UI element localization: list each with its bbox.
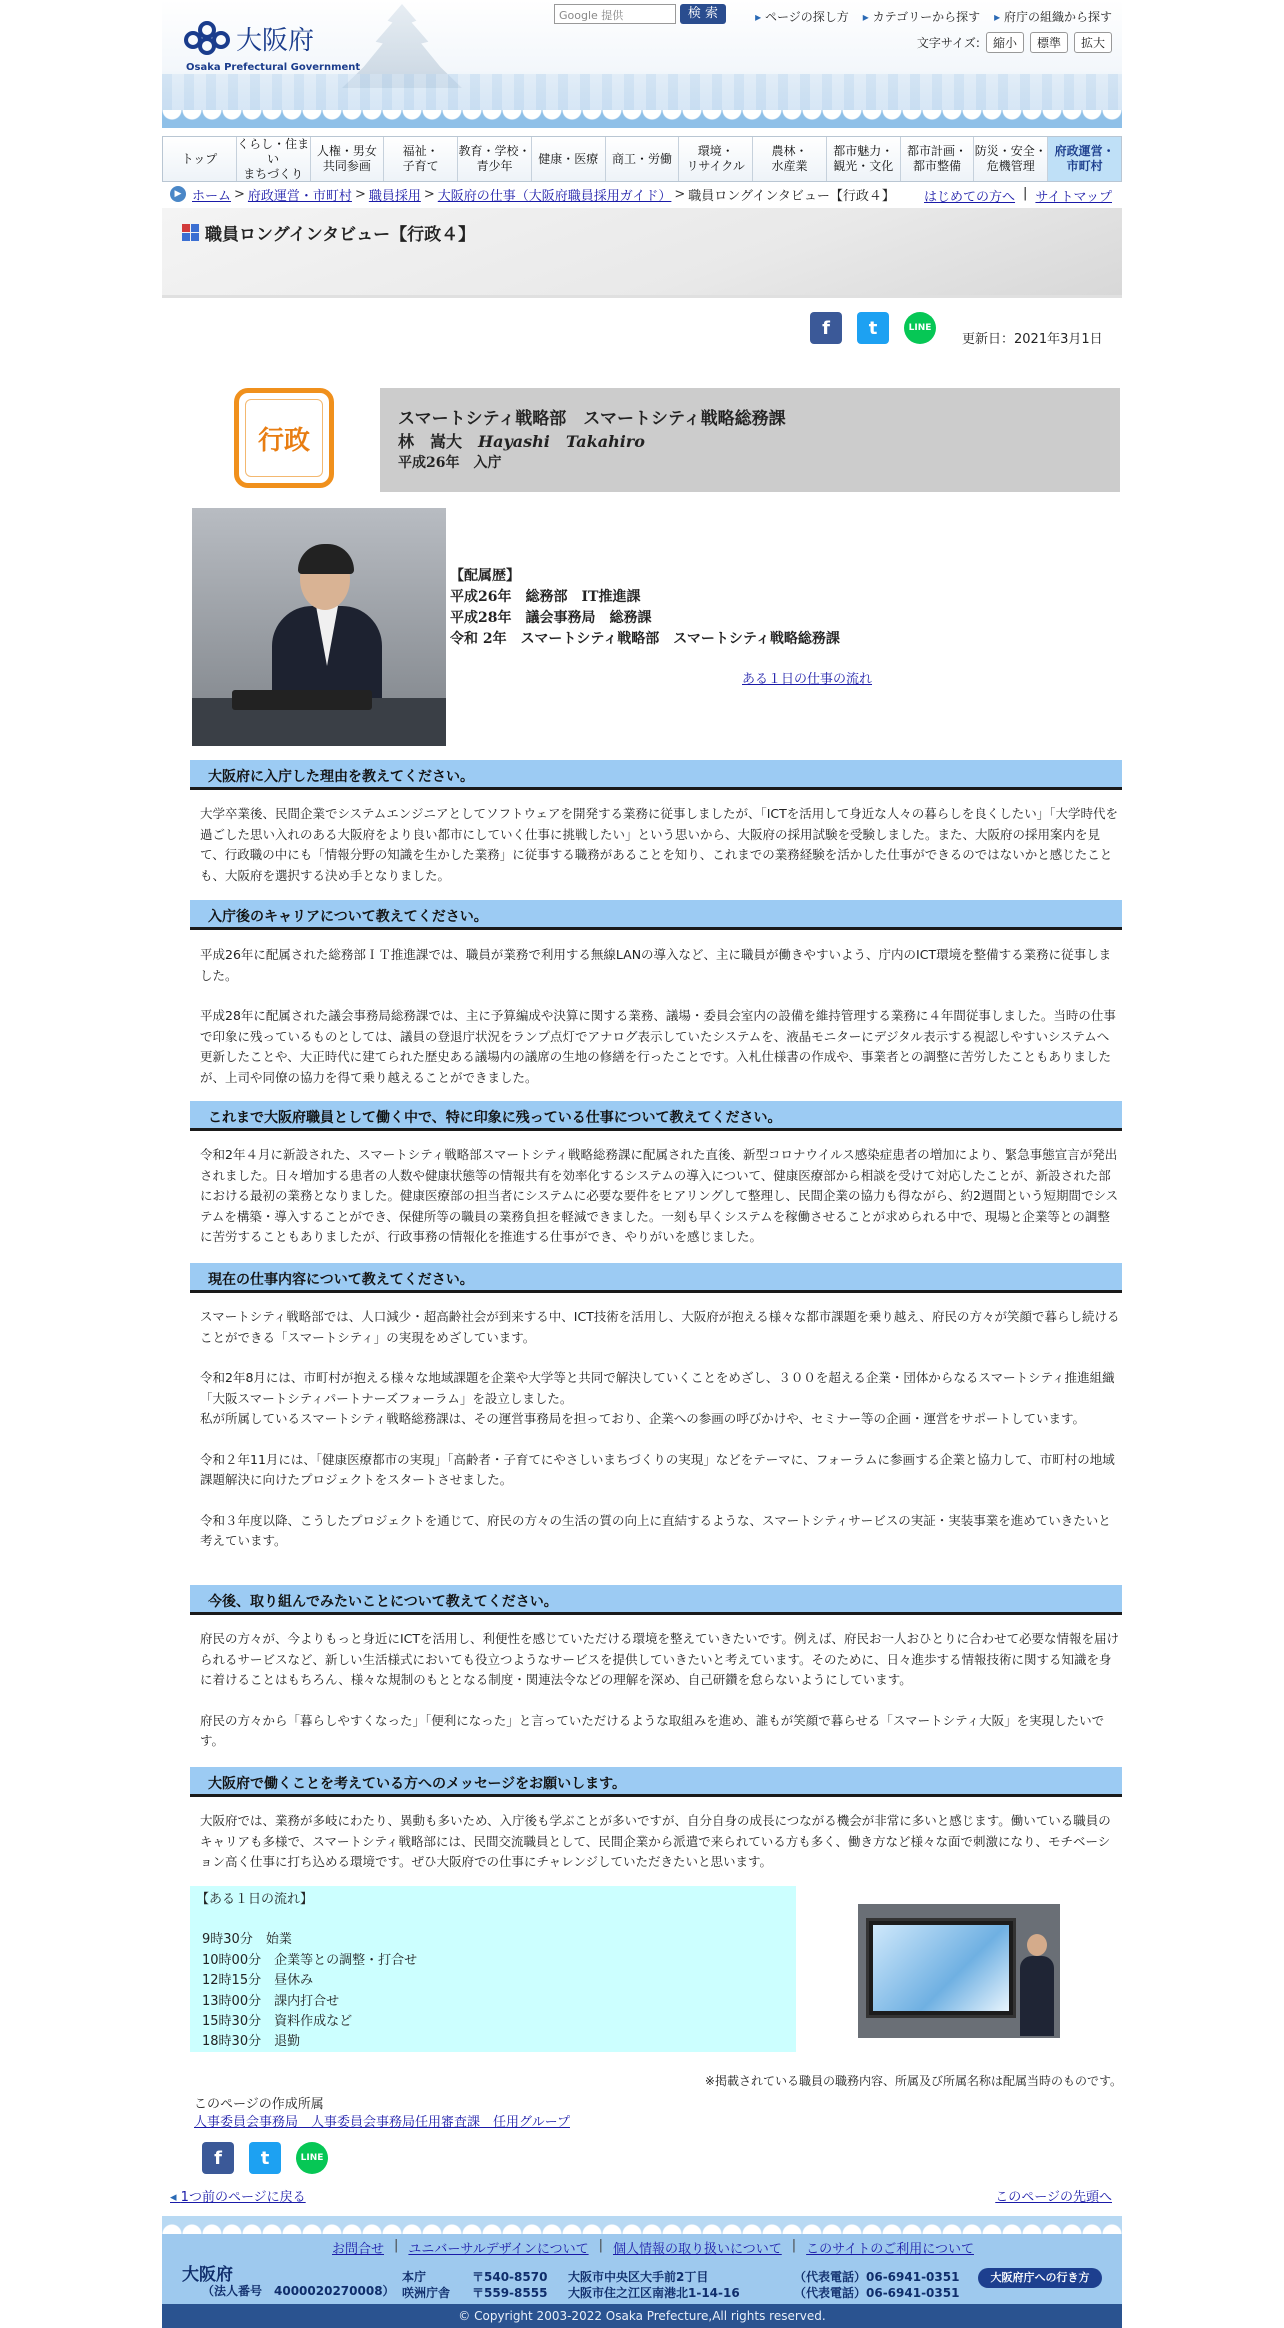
- profile-join-year: 平成26年 入庁: [398, 455, 502, 471]
- job-category-badge: [234, 388, 334, 488]
- question-heading: 入庁後のキャリアについて教えてください。: [190, 900, 1122, 930]
- breadcrumb-guide[interactable]: 大阪府の仕事（大阪府職員採用ガイド）: [437, 188, 672, 204]
- schedule-title: 【ある１日の流れ】: [196, 1892, 314, 1907]
- nav-disaster[interactable]: 防災・安全・ 危機管理: [974, 137, 1048, 181]
- meeting-photo: [858, 1904, 1060, 2038]
- profile-box: [380, 388, 1120, 492]
- title-squares-icon: [182, 224, 199, 241]
- staff-photo: [192, 508, 446, 746]
- sitemap-link[interactable]: サイトマップ: [1035, 190, 1112, 205]
- osaka-emblem-icon: [184, 21, 232, 57]
- answer-text: 大阪府では、業務が多岐にわたり、異動も多いため、入庁後も学ぶことが多いですが、自分自身の成長につながる機会が非常に多いと感じます。働いている職員のキャリアも多様で、スマートシティ戦略部には、民間交流職員として、民間企業から派遣で来られている方も多く、働き方など様々な面で刺激になり、モチベーション高く仕事に打ち込める環境です。ぜひ大阪府での仕事にチャレンジしていただきたいと思います。: [200, 1813, 1111, 1869]
- question-heading: 大阪府に入庁した理由を教えてください。: [190, 760, 1122, 790]
- answer-text: スマートシティ戦略部では、人口減少・超高齢社会が到来する中、ICT技術を活用し、大阪府が抱える様々な都市課題を乗り越え、府民の方々が笑顔で暮らし続けることができる「スマートシティ」の実現をめざしています。 令和2年8月には、市町村が抱える様々な地域課題を企業や大学等と共同で解決していくことをめざし、３００を超える企業・団体からなるスマートシティ推進組織「大阪スマートシティパートナーズフォーラム」を設立しました。 私が所属しているスマートシティ戦略総務課は、その運営事務局を担っており、企業への参画の呼びかけや、セミナー等の企画・運営をサポートしています。 令和２年11月には、「健康医療都市の実現」「高齢者・子育てにやさしいまちづくりの実現」などをテーマに、フォーラムに参画する企業と協力して、市町村の地域課題解決に向けたプロジェクトをスタートさせました。 令和３年度以降、こうしたプロジェクトを通じて、府民の方々の生活の質の向上に直結するような、スマートシティサービスの実証・実装事業を進めていきたいと考えています。: [200, 1309, 1120, 1548]
- access-button[interactable]: 大阪府庁への行き方: [978, 2268, 1102, 2288]
- nav-health[interactable]: 健康・医療: [532, 137, 606, 181]
- schedule-row: 10時00分 企業等との調整・打合せ: [202, 1952, 418, 1968]
- footer-address-main: 本庁 〒540-8570 大阪市中央区大手前2丁目 （代表電話）06-6941-0351: [402, 2270, 960, 2284]
- profile-name: 林 嵩大: [398, 432, 463, 451]
- author-label: このページの作成所属: [194, 2097, 324, 2112]
- search-button[interactable]: 検 索: [680, 4, 726, 24]
- page-title-heading: [182, 220, 475, 245]
- question-heading: 大阪府で働くことを考えている方へのメッセージをお願いします。: [190, 1767, 1122, 1797]
- profile-name-row: [398, 429, 1102, 452]
- link-by-category[interactable]: ▸ カテゴリーから探す: [863, 8, 980, 25]
- question-heading: 今後、取り組んでみたいことについて教えてください。: [190, 1585, 1122, 1615]
- home-icon: ▶: [170, 186, 186, 202]
- nav-human-rights[interactable]: 人権・男女 共同参画: [311, 137, 385, 181]
- first-time-link[interactable]: はじめての方へ: [924, 190, 1016, 205]
- nav-living[interactable]: くらし・住まい まちづくり: [237, 136, 310, 181]
- font-size-controls: [917, 32, 1112, 53]
- nav-welfare[interactable]: 福祉・ 子育て: [384, 137, 458, 181]
- footer-ud-link[interactable]: ユニバーサルデザインについて: [408, 2242, 589, 2257]
- schedule-row: 15時30分 資料作成など: [202, 2014, 353, 2030]
- career-item: 令和 2年 スマートシティ戦略部 スマートシティ戦略総務課: [450, 631, 840, 647]
- wave-decoration: [162, 2216, 1122, 2234]
- footer-contact-link[interactable]: お問合せ: [332, 2242, 385, 2257]
- career-item: 平成26年 総務部 IT推進課: [450, 589, 641, 605]
- share-buttons: [810, 312, 936, 344]
- twitter-icon[interactable]: t: [249, 2142, 281, 2174]
- breadcrumb-recruitment[interactable]: 職員採用: [368, 188, 421, 204]
- back-link[interactable]: ◂ 1つ前のページに戻る: [170, 2186, 306, 2205]
- disclaimer-note: ※掲載されている職員の職務内容、所属及び所属名称は配属当時のものです。: [704, 2074, 1122, 2088]
- wave-decoration: [162, 110, 1122, 128]
- career-history: [450, 566, 840, 650]
- font-size-normal-button[interactable]: 標準: [1030, 32, 1068, 53]
- nav-tourism[interactable]: 都市魅力・ 観光・文化: [827, 137, 901, 181]
- line-icon[interactable]: LINE: [296, 2142, 328, 2174]
- footer-links: お問合せ | ユニバーサルデザインについて | 個人情報の取り扱いについて | このサイトのご利用について: [332, 2238, 974, 2257]
- nav-environment[interactable]: 環境・ リサイクル: [679, 137, 753, 181]
- site-footer: [162, 2216, 1122, 2328]
- schedule-row: 13時00分 課内打合せ: [202, 1993, 340, 2009]
- site-header: [162, 0, 1122, 128]
- search-input[interactable]: Google 提供: [554, 4, 676, 24]
- badge-label: 行政: [245, 399, 323, 477]
- share-buttons-bottom: [202, 2142, 328, 2174]
- nav-agriculture[interactable]: 農林・ 水産業: [753, 137, 827, 181]
- profile-name-roman: Hayashi Takahiro: [478, 432, 645, 451]
- logo-text: 大阪府: [236, 26, 315, 56]
- breadcrumb-administration[interactable]: 府政運営・市町村: [247, 188, 352, 204]
- nav-urban-planning[interactable]: 都市計画・ 都市整備: [901, 137, 975, 181]
- career-item: 平成28年 議会事務局 総務課: [450, 610, 652, 626]
- update-date: 更新日：2021年3月1日: [962, 332, 1103, 347]
- site-logo[interactable]: [184, 20, 314, 57]
- site-search: [554, 4, 726, 24]
- footer-privacy-link[interactable]: 個人情報の取り扱いについて: [612, 2242, 782, 2257]
- breadcrumb-home[interactable]: ホーム: [192, 188, 232, 204]
- answer-text: 大学卒業後、民間企業でシステムエンジニアとしてソフトウェアを開発する業務に従事しましたが、「ICTを活用して身近な人々の暮らしを良くしたい」「大学時代を過ごした思い入れのある大阪府をより良い都市にしていく仕事に挑戦したい」という思いから、大阪府の採用試験を受験しました。また、大阪府の採用案内を見て、行政職の中にも「情報分野の知識を生かした業務」に従事する職務があることを知り、これまでの業務経験を活かした仕事ができるのではないかと感じたことも、大阪府を選択する決め手となりました。: [200, 806, 1118, 883]
- page-top-link[interactable]: このページの先頭へ: [995, 2190, 1112, 2205]
- schedule-row: 9時30分 始業: [202, 1932, 292, 1948]
- global-nav: [162, 136, 1122, 182]
- font-size-large-button[interactable]: 拡大: [1074, 32, 1112, 53]
- profile-department: スマートシティ戦略部 スマートシティ戦略総務課: [398, 409, 786, 429]
- nav-top[interactable]: トップ: [163, 137, 237, 181]
- daily-schedule: [190, 1886, 796, 2052]
- schedule-row: 18時30分 退勤: [202, 2034, 301, 2050]
- footer-terms-link[interactable]: このサイトのご利用について: [806, 2242, 974, 2257]
- line-icon[interactable]: LINE: [904, 312, 936, 344]
- link-by-organization[interactable]: ▸ 府庁の組織から探す: [994, 8, 1112, 25]
- facebook-icon[interactable]: f: [810, 312, 842, 344]
- nav-administration[interactable]: 府政運営・ 市町村: [1048, 137, 1121, 181]
- font-size-small-button[interactable]: 縮小: [986, 32, 1024, 53]
- copyright: © Copyright 2003-2022 Osaka Prefecture,All rights reserved.: [162, 2304, 1122, 2328]
- title-bar: [162, 208, 1122, 298]
- answer-text: 府民の方々が、今よりもっと身近にICTを活用し、利便性を感じていただける環境を整えていきたいです。例えば、府民お一人おひとりに合わせて必要な情報を届けられるサービスなど、新しい生活様式においても役立つようなサービスを提供していきたいと考えています。そのために、日々進歩する情報技術に関する知識を身に着けることはもちろん、様々な規制のもととなる制度・関連法令などの理解を深め、自己研鑽を怠らないようにしています。 府民の方々から「暮らしやすくなった」「便利になった」と言っていただけるような取組みを進め、誰もが笑顔で暮らせる「スマートシティ大阪」を実現したいです。: [200, 1631, 1120, 1748]
- page-author: [194, 2096, 570, 2132]
- author-link[interactable]: 人事委員会事務局 人事委員会事務局任用審査課 任用グループ: [194, 2115, 570, 2130]
- breadcrumb: ▶ ホーム > 府政運営・市町村 > 職員採用 > 大阪府の仕事（大阪府職員採用ガイド） > 職員ロングインタビュー【行政４】 はじめての方へ | サイトマップ: [162, 184, 1122, 204]
- footer-address-sakishima: 咲洲庁舎 〒559-8555 大阪市住之江区南港北1-14-16 （代表電話）06-6941-0351: [402, 2286, 960, 2300]
- link-how-to-find[interactable]: ▸ ページの探し方: [755, 8, 849, 25]
- day-flow-link[interactable]: ある１日の仕事の流れ: [742, 672, 873, 687]
- header-links: [755, 8, 1112, 25]
- font-size-label: 文字サイズ:: [916, 36, 980, 50]
- footer-corp-number: （法人番号 4000020270008）: [202, 2284, 395, 2298]
- answer-text: 令和2年４月に新設された、スマートシティ戦略部スマートシティ戦略総務課に配属された直後、新型コロナウイルス感染症患者の増加により、緊急事態宣言が発出されました。日々増加する患者の人数や健康状態等の情報共有を効率化するシステムの導入について、健康医療部から相談を受けて対応したことが、新設された部における最初の業務となりました。健康医療部の担当者にシステムに必要な要件をヒアリングして整理し、民間企業の協力も得ながら、約2週間という短期間でシステムを構築・導入することができ、保健所等の職員の業務負担を軽減できました。一刻も早くシステムを稼働させることが求められる中で、現場と企業等との調整に苦労することもありましたが、行政事務の情報化を推進する仕事ができ、やりがいを感じました。: [200, 1147, 1119, 1244]
- nav-commerce[interactable]: 商工・労働: [606, 137, 680, 181]
- schedule-row: 12時15分 昼休み: [202, 1973, 314, 1989]
- breadcrumb-current: 職員ロングインタビュー【行政４】: [688, 188, 895, 204]
- twitter-icon[interactable]: t: [857, 312, 889, 344]
- question-heading: 現在の仕事内容について教えてください。: [190, 1263, 1122, 1293]
- logo-english: Osaka Prefectural Government: [186, 62, 361, 73]
- nav-education[interactable]: 教育・学校・ 青少年: [458, 137, 532, 181]
- answer-text: 平成26年に配属された総務部ＩＴ推進課では、職員が業務で利用する無線LANの導入など、主に職員が働きやすいよう、庁内のICT環境を整備する業務に従事しました。 平成28年に配属された議会事務局総務課では、主に予算編成や決算に関する業務、議場・委員会室内の設備を維持管理する業務に４年間従事しました。当時の仕事で印象に残っているものとしては、議員の登退庁状況をランプ点灯でアナログ表示していたシステムを、液晶モニターにデジタル表示する視認しやすいシステムへ更新したことや、大正時代に建てられた歴史ある議場内の議席の生地の修繕を行ったことです。入札仕様書の作成や、事業者との調整に苦労したこともありましたが、上司や同僚の協力を得て乗り越えることができました。: [200, 947, 1116, 1085]
- facebook-icon[interactable]: f: [202, 2142, 234, 2174]
- footer-org-name: 大阪府: [182, 2265, 233, 2285]
- career-title: 【配属歴】: [450, 568, 520, 584]
- page-title: 職員ロングインタビュー【行政４】: [205, 225, 476, 245]
- question-heading: これまで大阪府職員として働く中で、特に印象に残っている仕事について教えてください。: [190, 1101, 1122, 1131]
